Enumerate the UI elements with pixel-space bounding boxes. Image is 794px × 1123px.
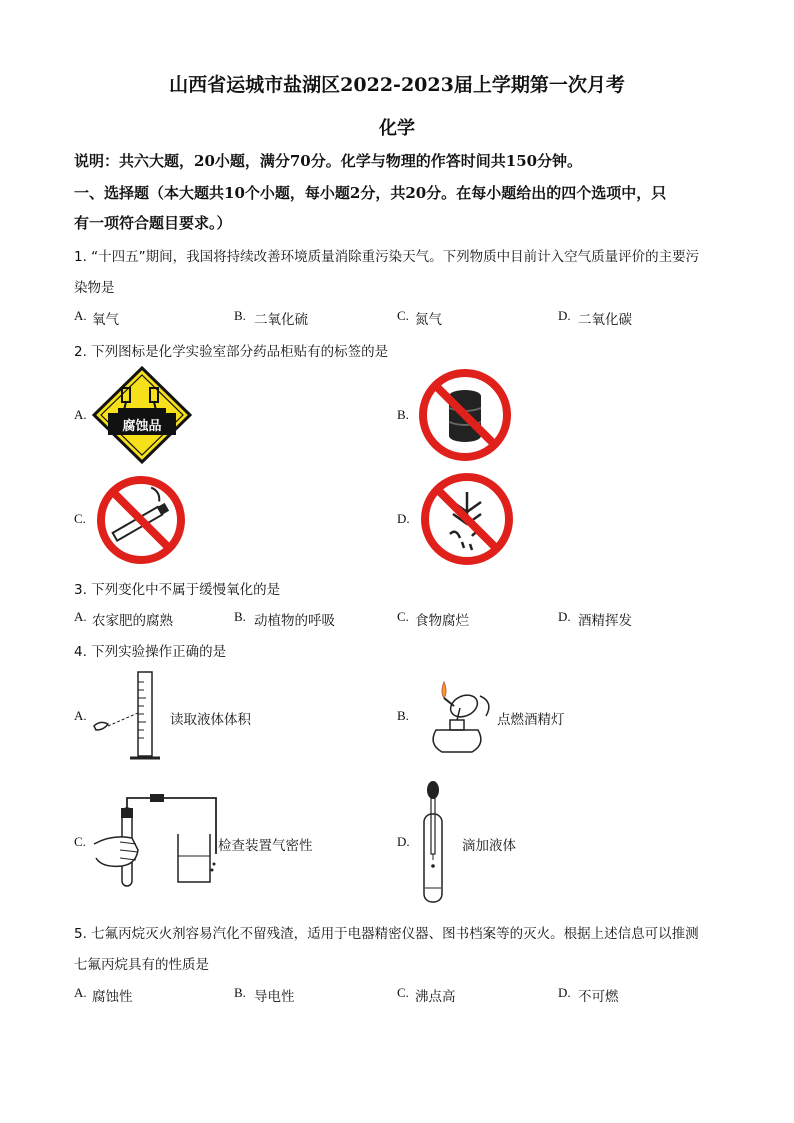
- instructions: 说明：共六大题，20小题，满分70分。化学与物理的作答时间共150分钟。: [74, 152, 583, 170]
- q2-option-b-key: B.: [397, 407, 409, 422]
- q3-option-a-text[interactable]: 农家肥的腐熟: [92, 613, 173, 629]
- q5-option-d-key: D.: [558, 985, 571, 1000]
- q4-option-c-text: 检查装置气密性: [218, 838, 313, 854]
- q5-option-b-text[interactable]: 导电性: [254, 989, 295, 1005]
- q5-option-d-text[interactable]: 不可燃: [578, 989, 619, 1005]
- dropper-icon[interactable]: [418, 780, 448, 906]
- q1-stem-line1: 1. “十四五”期间，我国将持续改善环境质量消除重污染天气。下列物质中目前计入空气质量评价的主要污: [74, 249, 700, 265]
- q4-option-b-text: 点燃酒精灯: [497, 712, 565, 728]
- corrosive-label: 腐蚀品: [122, 419, 162, 434]
- q1-option-d-key: D.: [558, 308, 571, 323]
- q3-option-c-key: C.: [397, 609, 409, 624]
- q4-option-d-text: 滴加液体: [462, 838, 516, 854]
- q3-option-b-text[interactable]: 动植物的呼吸: [254, 613, 335, 629]
- q2-option-a-key: A.: [74, 407, 87, 422]
- q4-option-a-key: A.: [74, 708, 87, 723]
- airtightness-apparatus-icon[interactable]: [92, 794, 222, 890]
- q1-option-a-key: A.: [74, 308, 87, 323]
- q3-option-b-key: B.: [234, 609, 246, 624]
- q1-option-a-text[interactable]: 氧气: [92, 312, 119, 328]
- q4-option-b-key: B.: [397, 708, 409, 723]
- q4-option-a-text: 读取液体体积: [170, 712, 251, 728]
- no-fireworks-icon[interactable]: [420, 472, 514, 566]
- q2-option-d-key: D.: [397, 511, 410, 526]
- q4-option-c-key: C.: [74, 834, 86, 849]
- q1-option-b-text[interactable]: 二氧化硫: [254, 312, 308, 328]
- q1-option-d-text[interactable]: 二氧化碳: [578, 312, 632, 328]
- q5-option-a-text[interactable]: 腐蚀性: [92, 989, 133, 1005]
- q1-option-c-text[interactable]: 氮气: [415, 312, 442, 328]
- corrosive-icon[interactable]: [92, 366, 192, 464]
- q3-option-c-text[interactable]: 食物腐烂: [415, 613, 469, 629]
- graduated-cylinder-icon[interactable]: [90, 668, 170, 764]
- q3-stem: 3. 下列变化中不属于缓慢氧化的是: [74, 582, 281, 598]
- exam-title: 山西省运城市盐湖区2022-2023届上学期第一次月考: [169, 74, 625, 96]
- alcohol-lamp-icon[interactable]: [414, 672, 500, 760]
- q3-option-d-key: D.: [558, 609, 571, 624]
- q1-option-b-key: B.: [234, 308, 246, 323]
- no-oil-drum-icon[interactable]: [418, 368, 512, 462]
- q3-option-a-key: A.: [74, 609, 87, 624]
- q1-stem-line2: 染物是: [74, 280, 115, 296]
- q3-option-d-text[interactable]: 酒精挥发: [578, 613, 632, 629]
- section-heading-line1: 一、选择题（本大题共10个小题，每小题2分，共20分。在每小题给出的四个选项中，只: [74, 184, 667, 202]
- q4-option-d-key: D.: [397, 834, 410, 849]
- q5-option-c-text[interactable]: 沸点高: [415, 989, 456, 1005]
- no-smoking-icon[interactable]: [96, 475, 186, 565]
- q5-stem-line2: 七氟丙烷具有的性质是: [74, 957, 209, 973]
- q5-option-c-key: C.: [397, 985, 409, 1000]
- exam-subject: 化学: [379, 118, 415, 139]
- q5-stem-line1: 5. 七氟丙烷灭火剂容易汽化不留残渣，适用于电器精密仪器、图书档案等的灭火。根据上述信息可以推测: [74, 926, 699, 942]
- q1-option-c-key: C.: [397, 308, 409, 323]
- q2-stem: 2. 下列图标是化学实验室部分药品柜贴有的标签的是: [74, 344, 389, 360]
- q5-option-b-key: B.: [234, 985, 246, 1000]
- q2-option-c-key: C.: [74, 511, 86, 526]
- q4-stem: 4. 下列实验操作正确的是: [74, 644, 227, 660]
- q5-option-a-key: A.: [74, 985, 87, 1000]
- section-heading-line2: 有一项符合题目要求。）: [74, 214, 232, 232]
